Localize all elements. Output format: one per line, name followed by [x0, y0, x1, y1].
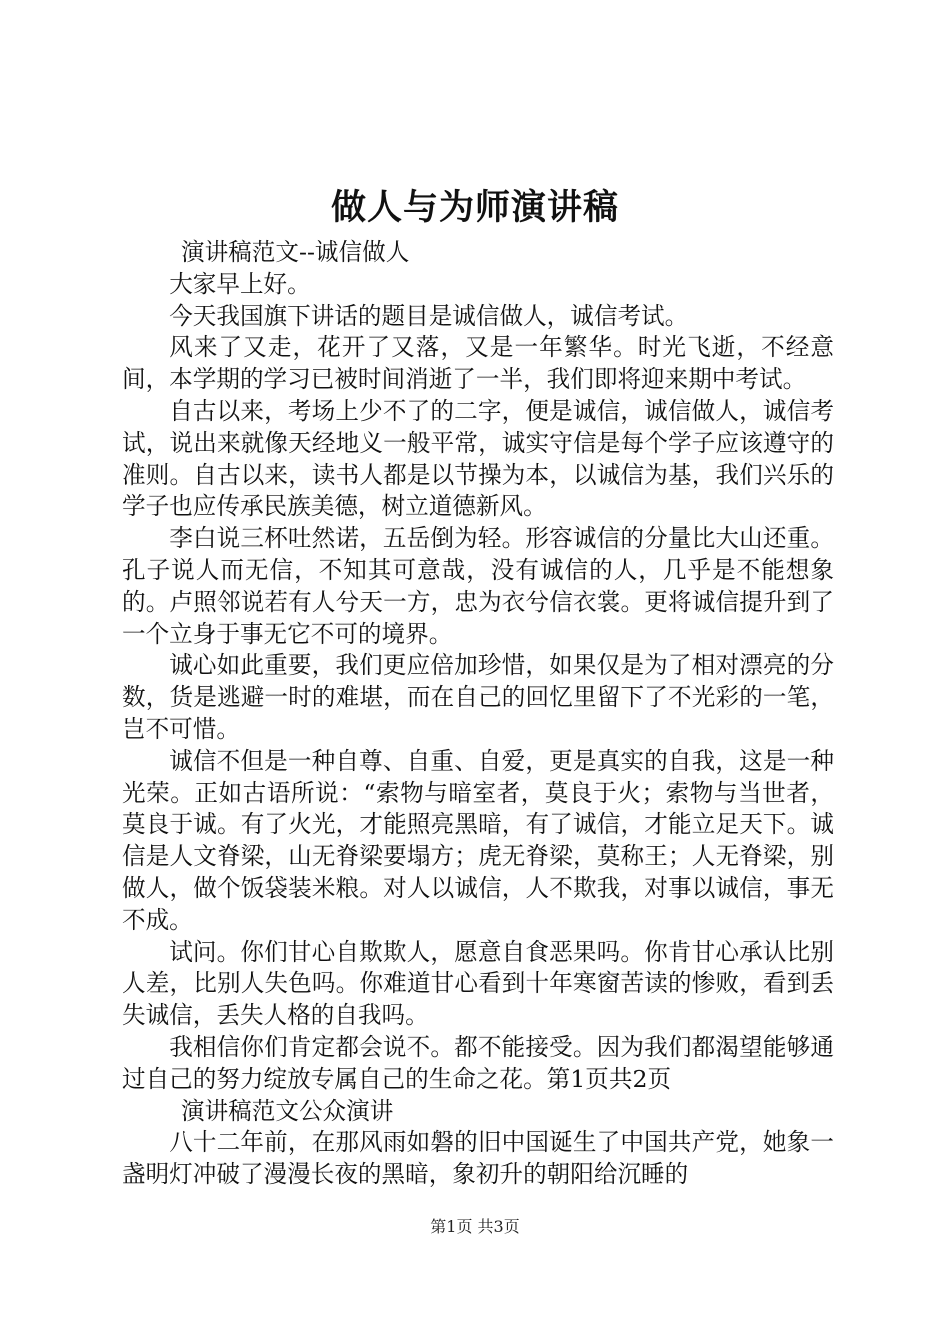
paragraph-greeting: 大家早上好。	[169, 269, 311, 298]
paragraph-heading-2: 演讲稿范文公众演讲	[181, 1096, 394, 1125]
document-title: 做人与为师演讲稿	[330, 187, 619, 228]
page-footer: 第1页 共3页	[430, 1217, 520, 1236]
paragraph-history: 八十二年前，在那风雨如磐的旧中国诞生了中国共产党，她象一盏明灯冲破了漫漫长夜的黑暗，象初升的朝阳给沉睡的	[122, 1128, 834, 1189]
paragraph-honor: 诚信不但是一种自尊、自重、自爱，更是真实的自我，这是一种光荣。正如古语所说：“索物与暗室者，莫良于火；索物与当世者，莫良于诚。有了火光，才能照亮黑暗，有了诚信，才能立足天下。诚信是人文脊梁，山无脊梁要塌方；虎无脊梁，莫称王；人无脊梁，别做人，做个饭袋装米粮。对人以诚信，人不欺我，对事以诚信，事无不成。	[122, 746, 834, 934]
paragraph-topic: 今天我国旗下讲话的题目是诚信做人，诚信考试。	[169, 301, 689, 330]
paragraph-question: 试问。你们甘心自欺欺人，愿意自食恶果吗。你肯甘心承认比别人差，比别人失色吗。你难道甘心看到十年寒窗苦读的惨败，看到丢失诚信，丢失人格的自我吗。	[122, 937, 834, 1030]
document-body	[122, 237, 834, 1191]
paragraph-cherish: 诚心如此重要，我们更应倍加珍惜，如果仅是为了相对漂亮的分数，货是逃避一时的难堪，而在自己的回忆里留下了不光彩的一笔，岂不可惜。	[122, 651, 834, 743]
paragraph-time: 风来了又走，花开了又落，又是一年繁华。时光飞逝，不经意间，本学期的学习已被时间消逝了一半，我们即将迎来期中考试。	[122, 333, 834, 394]
paragraph-belief: 我相信你们肯定都会说不。都不能接受。因为我们都渴望能够通过自己的努力绽放专属自己的生命之花。第1页共2页	[122, 1032, 834, 1093]
paragraph-integrity: 自古以来，考场上少不了的二字，便是诚信，诚信做人，诚信考试，说出来就像天经地义一般平常，诚实守信是每个学子应该遵守的准则。自古以来，读书人都是以节操为本，以诚信为基，我们兴乐的学子也应传承民族美德，树立道德新风。	[122, 396, 834, 521]
paragraph-heading-1: 演讲稿范文--诚信做人	[181, 238, 410, 266]
paragraph-quotes: 李白说三杯吐然诺，五岳倒为轻。形容诚信的分量比大山还重。孔子说人而无信，不知其可意哉，没有诚信的人，几乎是不能想象的。卢照邻说若有人兮天一方，忠为衣兮信衣裳。更将诚信提升到了一个立身于事无它不可的境界。	[122, 524, 834, 648]
